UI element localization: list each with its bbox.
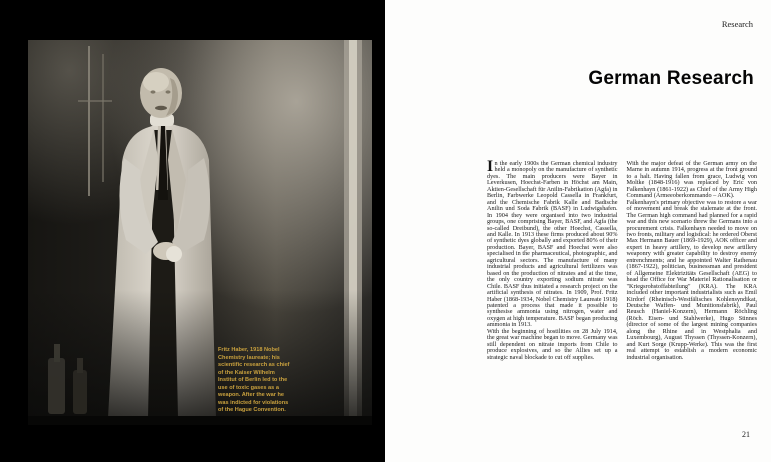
right-page <box>385 0 771 462</box>
text-column-1 <box>487 158 618 361</box>
paragraph: Falkenhayn's primary objective was to restore a war of movement and break the stalemate at the front. The German high command had planned for a rapid war and this new scenario threw the Germans into a procurement crisis. Falkenhayn needed to move on two fronts, military and logistical: he ordered Oberst Max Hermann Bauer (1869-1929), AOK officer and expert in heavy artillery, to develop new artillery weaponry with greater capability to destroy enemy entrenchments; and he appointed Walter Rathenau (1867-1922), politician, businessman and president of Allgemeine Elektrizitäts Gesellschaft (AEG) to head the Office for War Materiel Rationalisation or "Kriegsrohstoffabteilung" (KRA). The KRA included other important industrialists such as Emil Kirdorf (Rheinisch-Westfälisches Kohlensyndikat, Deutsche Waffen- und Munitionsfabrik), Paul Reusch (Haniel-Konzern), Hermann Röchling (Röch. Eisen- und Stahlwerke), Hugo Stinnes (director of some of the largest mining companies along the Rhine and in Westphalia and Luxembourg), August Thyssen (Thyssen-Konzern), and Kurt Sorge (Krupp-Werke). This was the first real attempt to establish a modern economic industrial organisation. <box>626 198 757 361</box>
page-number: 21 <box>742 430 750 439</box>
article-body <box>487 158 757 361</box>
photo-caption: Fritz Haber, 1918 Nobel Chemistry laureate; his scientific research as chief of the Kaiser Wilhelm Institut of Berlin led to the use of toxic gases as a weapon. After the war he was indicted for violations of the Hague Convention. <box>218 347 290 413</box>
fritz-haber-photo <box>28 40 372 425</box>
paragraph: With the beginning of hostilities on 28 July 1914, the great war machine began to move. Germany was still dependent on nitrate imports from Chile to produce explosives, and so the Allies set up a strategic naval blockade to cut off supplies. <box>487 327 618 361</box>
photo-illustration <box>28 40 372 425</box>
paragraph: With the major defeat of the German army on the Marne in autumn 1914, progress at the front ground to a halt. Having fallen from grace, Ludwig von Moltke (1848-1916) was replaced by Eric von Falkenhayn (1861-1922) as Chief of the Army High Command (Armeeoberkommando – AOK). <box>626 160 757 200</box>
running-head: Research <box>721 19 753 29</box>
paragraph-text: n the early 1900s the German chemical industry held a monopoly on the manufacture of synthetic dyes. The main producers were Bayer in Leverkusen, Hoechst-Farben in Höchst am Main, Aktien-Gesellschaft für Anilin-Fabrikation (Agfa) in Berlin, Farbwerke Leopold Cassella in Frankfurt, and the Chemische Fabrik Kalle and Badische Anilin und Soda Fabrik (BASF) in Ludwigshafen. In 1904 they were organised into two industrial groups, one comprising Bayer, BASF, and Agfa (the so-called Dreibund), the other Hoechst, Cassella, and Kalle. In 1913 these firms produced about 90% of synthetic dyes globally and exported 80% of their production. Bayer, BASF and Hoechst were also specialised in the pharmaceutical, photographic, and agricultural sectors. The manufacture of many industrial products and agricultural fertilizers was based on the production of nitrates and at the time, the only country exporting sodium nitrate was Chile. BASF thus initiated a research project on the artificial synthesis of nitrates. In 1909, Prof. Fritz Haber (1868-1934, Nobel Chemistry Laureate 1918) patented a process that made it possible to synthesise ammonia using nitrogen, water and oxygen at high temperature. BASF began producing ammonia in 1913. <box>487 160 618 329</box>
text-column-2 <box>627 161 758 361</box>
left-page <box>0 0 385 462</box>
paragraph <box>487 158 618 329</box>
dropcap: I <box>487 158 494 175</box>
page-title: German Research <box>588 68 754 89</box>
